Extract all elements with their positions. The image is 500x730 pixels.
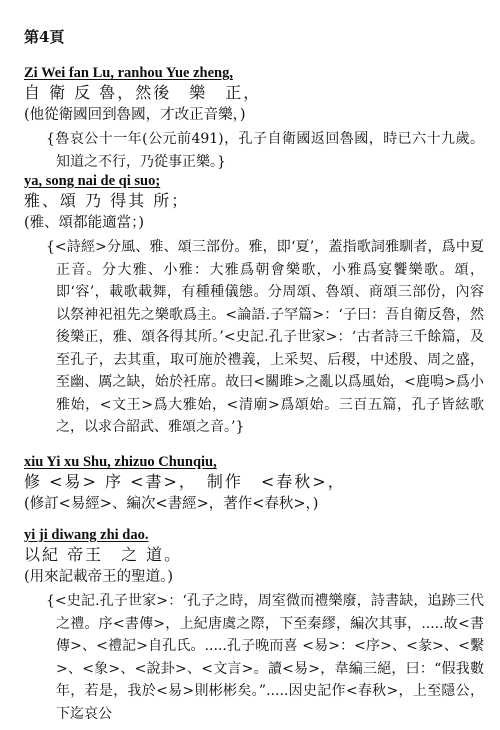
translation-line: (他從衛國回到魯國，才改正音樂，) <box>24 107 246 123</box>
commentary-note: {<詩經>分風、雅、頌三部份。雅，即‘夏’，蓋指歌詞雅馴者，爲中夏正音。分大雅、小雅：大雅爲朝會樂歌，小雅爲宴饗樂歌。頌，即‘容’，載歌載舞，有種種儀態。分周頌、魯頌、商頌三部份，內容以祭神祀祖先之樂歌爲主。<論語.子罕篇>：‘子曰：吾自衛反魯，然後樂正，雅、頌各得其所。’<史記.孔子世家>：‘古者詩三千餘篇，及至孔子，去其重，取可施於禮義，上采契、后稷，中述殷、周之盛，至幽、厲之缺，始於衽席。故曰<關雎>之亂以爲風始，<鹿鳴>爲小雅始，<文王>爲大雅始，<清廟>爲頌始。三百五篇，孔子皆絃歌之，以求合韶武、雅頌之音。’} <box>46 239 484 435</box>
verse-section-4 <box>24 526 484 725</box>
verse-section-2 <box>24 172 484 439</box>
translation-line: (雅、頌都能適當；) <box>24 215 145 231</box>
commentary-note: {<史記.孔子世家>：‘孔子之時，周室微而禮樂廢，詩書缺，追跡三代之禮。序<書傳>，上紀唐虞之際，下至秦繆，編次其事，.....故<書傳>、<禮記>自孔氏。.....孔子晚而喜 <易>：<序>、<彖>、<繫>、<象>、<說卦>、<文言>。讀<易>，韋編三絕，曰：“假我數年，若是，我於<易>則彬彬矣。”.....因史記作<春秋>，上至隱公，下迄哀公 <box>46 593 484 722</box>
hanzi-line: 以紀 帝王 之 道。 <box>24 545 183 564</box>
pinyin-line: Zi Wei fan Lu, ranhou Yue zheng, <box>24 65 233 81</box>
verse-section-3 <box>24 453 480 515</box>
commentary-note: {魯哀公十一年(公元前491)，孔子自衛國返回魯國，時已六十九歲。知道之不行，乃從事正樂。} <box>46 131 484 170</box>
pinyin-line: ya, song nai de qi suo; <box>24 173 161 189</box>
hanzi-line: 修 <易> 序 <書>， 制作 <春秋>， <box>24 472 346 491</box>
page-number: 第4頁 <box>24 28 65 46</box>
pinyin-line: yi ji diwang zhi dao. <box>24 527 149 543</box>
translation-line: (用來記載帝王的聖道。) <box>24 569 174 585</box>
translation-line: (修訂<易經>、編次<書經>，著作<春秋>，) <box>24 496 319 512</box>
verse-section-1 <box>24 64 484 173</box>
pinyin-line: xiu Yi xu Shu, zhizuo Chunqiu, <box>24 454 217 470</box>
hanzi-line: 雅、頌 乃 得其 所； <box>24 191 190 210</box>
hanzi-line: 自 衛 反 魯，然後 樂 正， <box>24 83 262 102</box>
